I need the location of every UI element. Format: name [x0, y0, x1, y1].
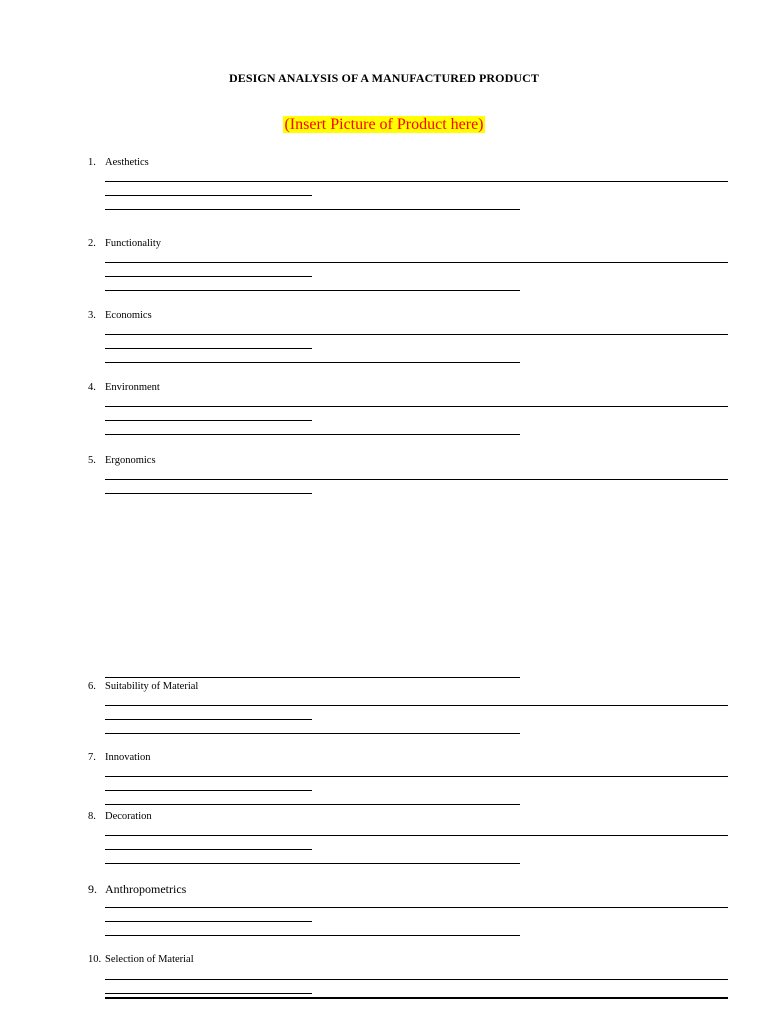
section-title: Functionality: [105, 238, 161, 249]
answer-line: [105, 493, 312, 494]
section-title: Ergonomics: [105, 455, 156, 466]
section-label: [88, 382, 160, 393]
answer-line: [105, 921, 312, 922]
bottom-rule: [105, 997, 728, 999]
answer-line: [105, 790, 312, 791]
section-title: Suitability of Material: [105, 681, 199, 692]
answer-line: [105, 993, 312, 994]
answer-line: [105, 479, 728, 480]
answer-line: [105, 434, 520, 435]
section-label: [88, 681, 198, 692]
answer-line: [105, 334, 728, 335]
section-label: [88, 811, 152, 822]
section-label: [88, 954, 194, 965]
section-label: [88, 882, 186, 897]
section-title: Environment: [105, 382, 160, 393]
section-label: [88, 310, 152, 321]
answer-line: [105, 420, 312, 421]
answer-line: [105, 849, 312, 850]
answer-line: [105, 195, 312, 196]
answer-line: [105, 719, 312, 720]
answer-line: [105, 804, 520, 805]
answer-line: [105, 348, 312, 349]
section-number: 10.: [88, 954, 102, 965]
answer-line: [105, 262, 728, 263]
section-number: 5.: [88, 455, 96, 466]
answer-line: [105, 677, 520, 678]
section-title: Anthropometrics: [105, 882, 187, 896]
answer-line: [105, 979, 728, 980]
section-title: Aesthetics: [105, 157, 149, 168]
section-title: Innovation: [105, 752, 151, 763]
answer-line: [105, 276, 312, 277]
answer-line: [105, 733, 520, 734]
answer-line: [105, 776, 728, 777]
section-label: [88, 238, 161, 249]
section-number: 6.: [88, 681, 96, 692]
section-number: 8.: [88, 811, 96, 822]
section-number: 3.: [88, 310, 96, 321]
section-number: 9.: [88, 882, 97, 896]
insert-picture-note: [0, 116, 768, 134]
answer-line: [105, 935, 520, 936]
insert-picture-note-text: (Insert Picture of Product here): [284, 116, 484, 133]
section-label: [88, 455, 156, 466]
section-label: [88, 752, 151, 763]
answer-line: [105, 362, 520, 363]
section-title: Selection of Material: [105, 954, 194, 965]
section-title: Economics: [105, 310, 152, 321]
section-number: 1.: [88, 157, 96, 168]
answer-line: [105, 907, 728, 908]
answer-line: [105, 835, 728, 836]
section-number: 4.: [88, 382, 96, 393]
section-number: 7.: [88, 752, 96, 763]
answer-line: [105, 406, 728, 407]
document-title: DESIGN ANALYSIS OF A MANUFACTURED PRODUCT: [228, 71, 540, 85]
answer-line: [105, 863, 520, 864]
answer-line: [105, 181, 728, 182]
answer-line: [105, 290, 520, 291]
section-number: 2.: [88, 238, 96, 249]
answer-line: [105, 209, 520, 210]
section-title: Decoration: [105, 811, 152, 822]
answer-line: [105, 705, 728, 706]
section-label: [88, 157, 149, 168]
